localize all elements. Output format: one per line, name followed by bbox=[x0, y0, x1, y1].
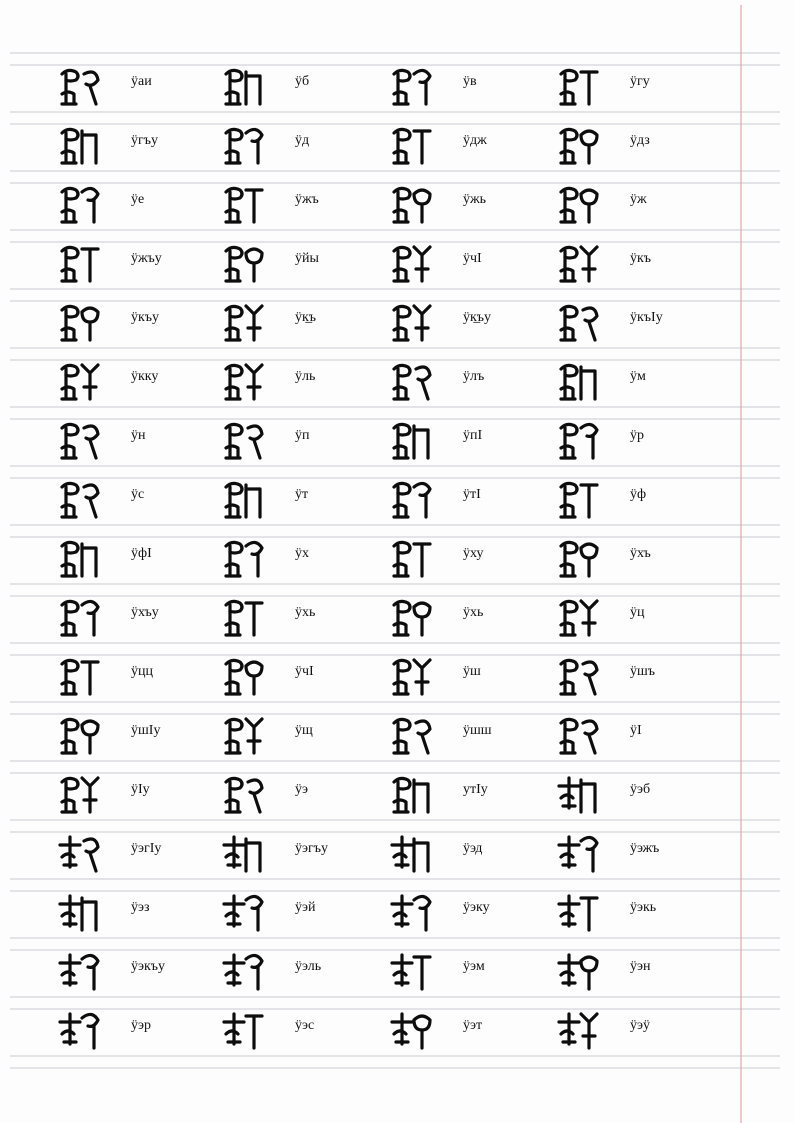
syllable-entry bbox=[557, 1008, 707, 1048]
syllable-entry bbox=[557, 890, 707, 930]
syllable-label: ӱщ bbox=[295, 723, 313, 738]
calligraphic-glyph-icon bbox=[222, 890, 282, 932]
calligraphic-glyph-icon bbox=[557, 182, 617, 224]
calligraphic-glyph-icon bbox=[390, 300, 450, 342]
calligraphic-glyph-icon bbox=[557, 831, 617, 873]
calligraphic-glyph-icon bbox=[58, 949, 118, 991]
syllable-entry bbox=[557, 300, 707, 340]
calligraphic-glyph-icon bbox=[390, 536, 450, 578]
syllable-entry bbox=[222, 831, 372, 871]
syllable-entry bbox=[390, 890, 540, 930]
syllable-label: ӱэ bbox=[295, 782, 309, 797]
syllable-entry bbox=[222, 123, 372, 163]
syllable-label: ӱфІ bbox=[131, 546, 152, 561]
syllable-entry bbox=[390, 654, 540, 694]
syllable-entry bbox=[557, 713, 707, 753]
syllable-label: ӱхъ bbox=[630, 546, 651, 561]
calligraphic-glyph-icon bbox=[390, 772, 450, 814]
calligraphic-glyph-icon bbox=[58, 359, 118, 401]
syllable-entry bbox=[390, 713, 540, 753]
syllable-entry bbox=[222, 890, 372, 930]
syllable-label: ӱкъу bbox=[131, 310, 160, 325]
calligraphic-glyph-icon bbox=[222, 831, 282, 873]
calligraphic-glyph-icon bbox=[390, 418, 450, 460]
syllable-entry bbox=[58, 123, 208, 163]
syllable-entry bbox=[390, 949, 540, 989]
calligraphic-glyph-icon bbox=[222, 1008, 282, 1050]
calligraphic-glyph-icon bbox=[222, 123, 282, 165]
calligraphic-glyph-icon bbox=[390, 713, 450, 755]
syllable-entry bbox=[557, 182, 707, 222]
calligraphic-glyph-icon bbox=[390, 477, 450, 519]
syllable-label: ӱІ bbox=[630, 723, 642, 738]
syllable-entry bbox=[222, 595, 372, 635]
syllable-label: ӱдж bbox=[463, 133, 487, 148]
syllable-entry bbox=[557, 654, 707, 694]
syllable-entry bbox=[58, 418, 208, 458]
syllable-entry bbox=[58, 241, 208, 281]
syllable-label: ӱв bbox=[463, 74, 477, 89]
syllable-entry bbox=[58, 654, 208, 694]
syllable-label: ӱэӱ bbox=[630, 1018, 651, 1033]
syllable-entry bbox=[390, 595, 540, 635]
syllable-entry bbox=[222, 359, 372, 399]
syllable-label: ӱэку bbox=[463, 900, 490, 915]
syllable-entry bbox=[390, 64, 540, 104]
calligraphic-glyph-icon bbox=[557, 241, 617, 283]
syllable-label: ӱэкъу bbox=[131, 959, 166, 974]
syllable-label: ӱэн bbox=[630, 959, 651, 974]
syllable-entry bbox=[390, 241, 540, 281]
calligraphic-glyph-icon bbox=[58, 300, 118, 342]
syllable-label: ӱк̲ъ bbox=[295, 310, 317, 325]
calligraphic-glyph-icon bbox=[222, 241, 282, 283]
syllable-entry bbox=[222, 477, 372, 517]
syllable-label: ӱх bbox=[295, 546, 309, 561]
syllable-entry bbox=[390, 182, 540, 222]
syllable-entry bbox=[390, 123, 540, 163]
syllable-entry bbox=[222, 536, 372, 576]
syllable-entry bbox=[390, 359, 540, 399]
syllable-label: утІу bbox=[463, 782, 488, 797]
calligraphic-glyph-icon bbox=[557, 536, 617, 578]
calligraphic-glyph-icon bbox=[390, 182, 450, 224]
calligraphic-glyph-icon bbox=[390, 64, 450, 106]
calligraphic-glyph-icon bbox=[222, 713, 282, 755]
calligraphic-glyph-icon bbox=[390, 1008, 450, 1050]
calligraphic-glyph-icon bbox=[58, 241, 118, 283]
syllable-label: ӱш bbox=[463, 664, 481, 679]
syllable-entry bbox=[557, 477, 707, 517]
calligraphic-glyph-icon bbox=[222, 949, 282, 991]
calligraphic-glyph-icon bbox=[390, 241, 450, 283]
syllable-label: ӱэт bbox=[463, 1018, 483, 1033]
calligraphic-glyph-icon bbox=[222, 536, 282, 578]
syllable-label: ӱэс bbox=[295, 1018, 315, 1033]
syllable-label: ӱэль bbox=[295, 959, 322, 974]
syllable-entry bbox=[390, 1008, 540, 1048]
syllable-entry bbox=[390, 772, 540, 812]
syllable-entry bbox=[557, 64, 707, 104]
syllable-entry bbox=[390, 418, 540, 458]
calligraphic-glyph-icon bbox=[58, 64, 118, 106]
calligraphic-glyph-icon bbox=[222, 64, 282, 106]
calligraphic-glyph-icon bbox=[222, 477, 282, 519]
calligraphic-glyph-icon bbox=[58, 595, 118, 637]
calligraphic-glyph-icon bbox=[557, 418, 617, 460]
syllable-label: ӱб bbox=[295, 74, 310, 89]
calligraphic-glyph-icon bbox=[557, 595, 617, 637]
syllable-label: ӱль bbox=[295, 369, 316, 384]
syllable-label: ӱдз bbox=[630, 133, 650, 148]
syllable-label: ӱк̲ъу bbox=[463, 310, 492, 325]
calligraphic-glyph-icon bbox=[58, 831, 118, 873]
syllable-label: ӱІу bbox=[131, 782, 150, 797]
syllable-entry bbox=[222, 300, 372, 340]
syllable-label: ӱйы bbox=[295, 251, 319, 266]
syllable-entry bbox=[58, 949, 208, 989]
calligraphic-glyph-icon bbox=[390, 359, 450, 401]
syllable-entry bbox=[222, 1008, 372, 1048]
syllable-entry bbox=[390, 300, 540, 340]
syllable-entry bbox=[58, 595, 208, 635]
syllable-label: ӱэгІу bbox=[131, 841, 162, 856]
syllable-entry bbox=[58, 890, 208, 930]
syllable-label: ӱкъ bbox=[630, 251, 652, 266]
syllable-entry bbox=[557, 123, 707, 163]
calligraphic-glyph-icon bbox=[58, 1008, 118, 1050]
syllable-label: ӱн bbox=[131, 428, 146, 443]
calligraphic-glyph-icon bbox=[557, 477, 617, 519]
syllable-entry bbox=[222, 241, 372, 281]
calligraphic-glyph-icon bbox=[390, 890, 450, 932]
syllable-label: ӱкъІу bbox=[630, 310, 663, 325]
syllable-entry bbox=[58, 713, 208, 753]
calligraphic-glyph-icon bbox=[390, 654, 450, 696]
calligraphic-glyph-icon bbox=[58, 418, 118, 460]
syllable-entry bbox=[58, 300, 208, 340]
syllable-entry bbox=[58, 1008, 208, 1048]
syllable-entry bbox=[58, 831, 208, 871]
calligraphic-glyph-icon bbox=[390, 123, 450, 165]
syllable-entry bbox=[222, 64, 372, 104]
syllable-label: ӱху bbox=[463, 546, 484, 561]
calligraphic-glyph-icon bbox=[58, 772, 118, 814]
syllable-entry bbox=[557, 359, 707, 399]
syllable-label: ӱлъ bbox=[463, 369, 485, 384]
syllable-entry bbox=[58, 772, 208, 812]
syllable-label: ӱтІ bbox=[463, 487, 481, 502]
syllable-label: ӱм bbox=[630, 369, 646, 384]
calligraphic-glyph-icon bbox=[557, 123, 617, 165]
syllable-label: ӱхь bbox=[295, 605, 316, 620]
syllable-entry bbox=[58, 182, 208, 222]
syllable-entry bbox=[222, 654, 372, 694]
calligraphic-glyph-icon bbox=[390, 949, 450, 991]
syllable-label: ӱэр bbox=[131, 1018, 152, 1033]
syllable-label: ӱэжъ bbox=[630, 841, 660, 856]
calligraphic-glyph-icon bbox=[557, 890, 617, 932]
syllable-label: ӱс bbox=[131, 487, 145, 502]
syllable-entry bbox=[222, 949, 372, 989]
syllable-label: ӱжь bbox=[463, 192, 487, 207]
calligraphic-glyph-icon bbox=[222, 418, 282, 460]
syllable-label: ӱт bbox=[295, 487, 309, 502]
syllable-label: ӱхъу bbox=[131, 605, 159, 620]
calligraphic-glyph-icon bbox=[222, 359, 282, 401]
syllable-label: ӱжъу bbox=[131, 251, 162, 266]
syllable-label: ӱп bbox=[295, 428, 310, 443]
calligraphic-glyph-icon bbox=[222, 595, 282, 637]
syllable-label: ӱж bbox=[630, 192, 647, 207]
syllable-label: ӱэб bbox=[630, 782, 651, 797]
syllable-entry bbox=[58, 536, 208, 576]
syllable-entry bbox=[390, 536, 540, 576]
calligraphic-glyph-icon bbox=[58, 477, 118, 519]
syllable-entry bbox=[557, 241, 707, 281]
syllable-label: ӱгъу bbox=[131, 133, 158, 148]
syllable-entry bbox=[390, 831, 540, 871]
calligraphic-glyph-icon bbox=[557, 949, 617, 991]
syllable-label: ӱшъ bbox=[630, 664, 656, 679]
calligraphic-glyph-icon bbox=[58, 182, 118, 224]
calligraphic-glyph-icon bbox=[58, 713, 118, 755]
syllable-label: ӱгу bbox=[630, 74, 650, 89]
syllable-label: ӱшІу bbox=[131, 723, 161, 738]
syllable-entry bbox=[557, 831, 707, 871]
calligraphic-glyph-icon bbox=[58, 654, 118, 696]
syllable-label: ӱэй bbox=[295, 900, 316, 915]
syllable-label: ӱр bbox=[630, 428, 644, 443]
syllable-entry bbox=[390, 477, 540, 517]
calligraphic-glyph-icon bbox=[222, 772, 282, 814]
calligraphic-glyph-icon bbox=[557, 64, 617, 106]
syllable-entry bbox=[557, 949, 707, 989]
calligraphic-glyph-icon bbox=[557, 713, 617, 755]
calligraphic-glyph-icon bbox=[222, 654, 282, 696]
syllable-label: ӱэгъу bbox=[295, 841, 328, 856]
calligraphic-glyph-icon bbox=[222, 300, 282, 342]
syllable-entry bbox=[222, 713, 372, 753]
syllable-entry bbox=[557, 595, 707, 635]
syllable-label: ӱд bbox=[295, 133, 310, 148]
calligraphic-glyph-icon bbox=[222, 182, 282, 224]
syllable-label: ӱкку bbox=[131, 369, 159, 384]
syllable-label: ӱц bbox=[630, 605, 645, 620]
syllable-label: ӱпІ bbox=[463, 428, 483, 443]
syllable-entry bbox=[222, 182, 372, 222]
syllable-entry bbox=[58, 64, 208, 104]
syllable-label: ӱе bbox=[131, 192, 145, 207]
syllable-label: ӱф bbox=[630, 487, 647, 502]
calligraphic-glyph-icon bbox=[557, 772, 617, 814]
calligraphic-glyph-icon bbox=[390, 831, 450, 873]
syllable-label: ӱчІ bbox=[295, 664, 314, 679]
syllable-entry bbox=[557, 772, 707, 812]
syllable-entry bbox=[557, 536, 707, 576]
syllable-label: ӱхь bbox=[463, 605, 484, 620]
calligraphic-glyph-icon bbox=[557, 300, 617, 342]
syllable-label: ӱаи bbox=[131, 74, 152, 89]
calligraphic-glyph-icon bbox=[58, 890, 118, 932]
syllable-label: ӱэкь bbox=[630, 900, 657, 915]
syllable-label: ӱцц bbox=[131, 664, 153, 679]
syllable-entry bbox=[58, 359, 208, 399]
syllable-entry bbox=[557, 418, 707, 458]
syllable-label: ӱэд bbox=[463, 841, 483, 856]
syllable-entry bbox=[58, 477, 208, 517]
syllable-label: ӱшш bbox=[463, 723, 492, 738]
calligraphic-glyph-icon bbox=[390, 595, 450, 637]
syllable-label: ӱжъ bbox=[295, 192, 319, 207]
calligraphic-glyph-icon bbox=[557, 359, 617, 401]
syllable-entry bbox=[222, 418, 372, 458]
syllable-entry bbox=[222, 772, 372, 812]
syllable-label: ӱэз bbox=[131, 900, 150, 915]
calligraphic-glyph-icon bbox=[557, 1008, 617, 1050]
calligraphic-glyph-icon bbox=[557, 654, 617, 696]
syllable-label: ӱчІ bbox=[463, 251, 482, 266]
syllable-label: ӱэм bbox=[463, 959, 485, 974]
calligraphic-glyph-icon bbox=[58, 536, 118, 578]
calligraphic-glyph-icon bbox=[58, 123, 118, 165]
